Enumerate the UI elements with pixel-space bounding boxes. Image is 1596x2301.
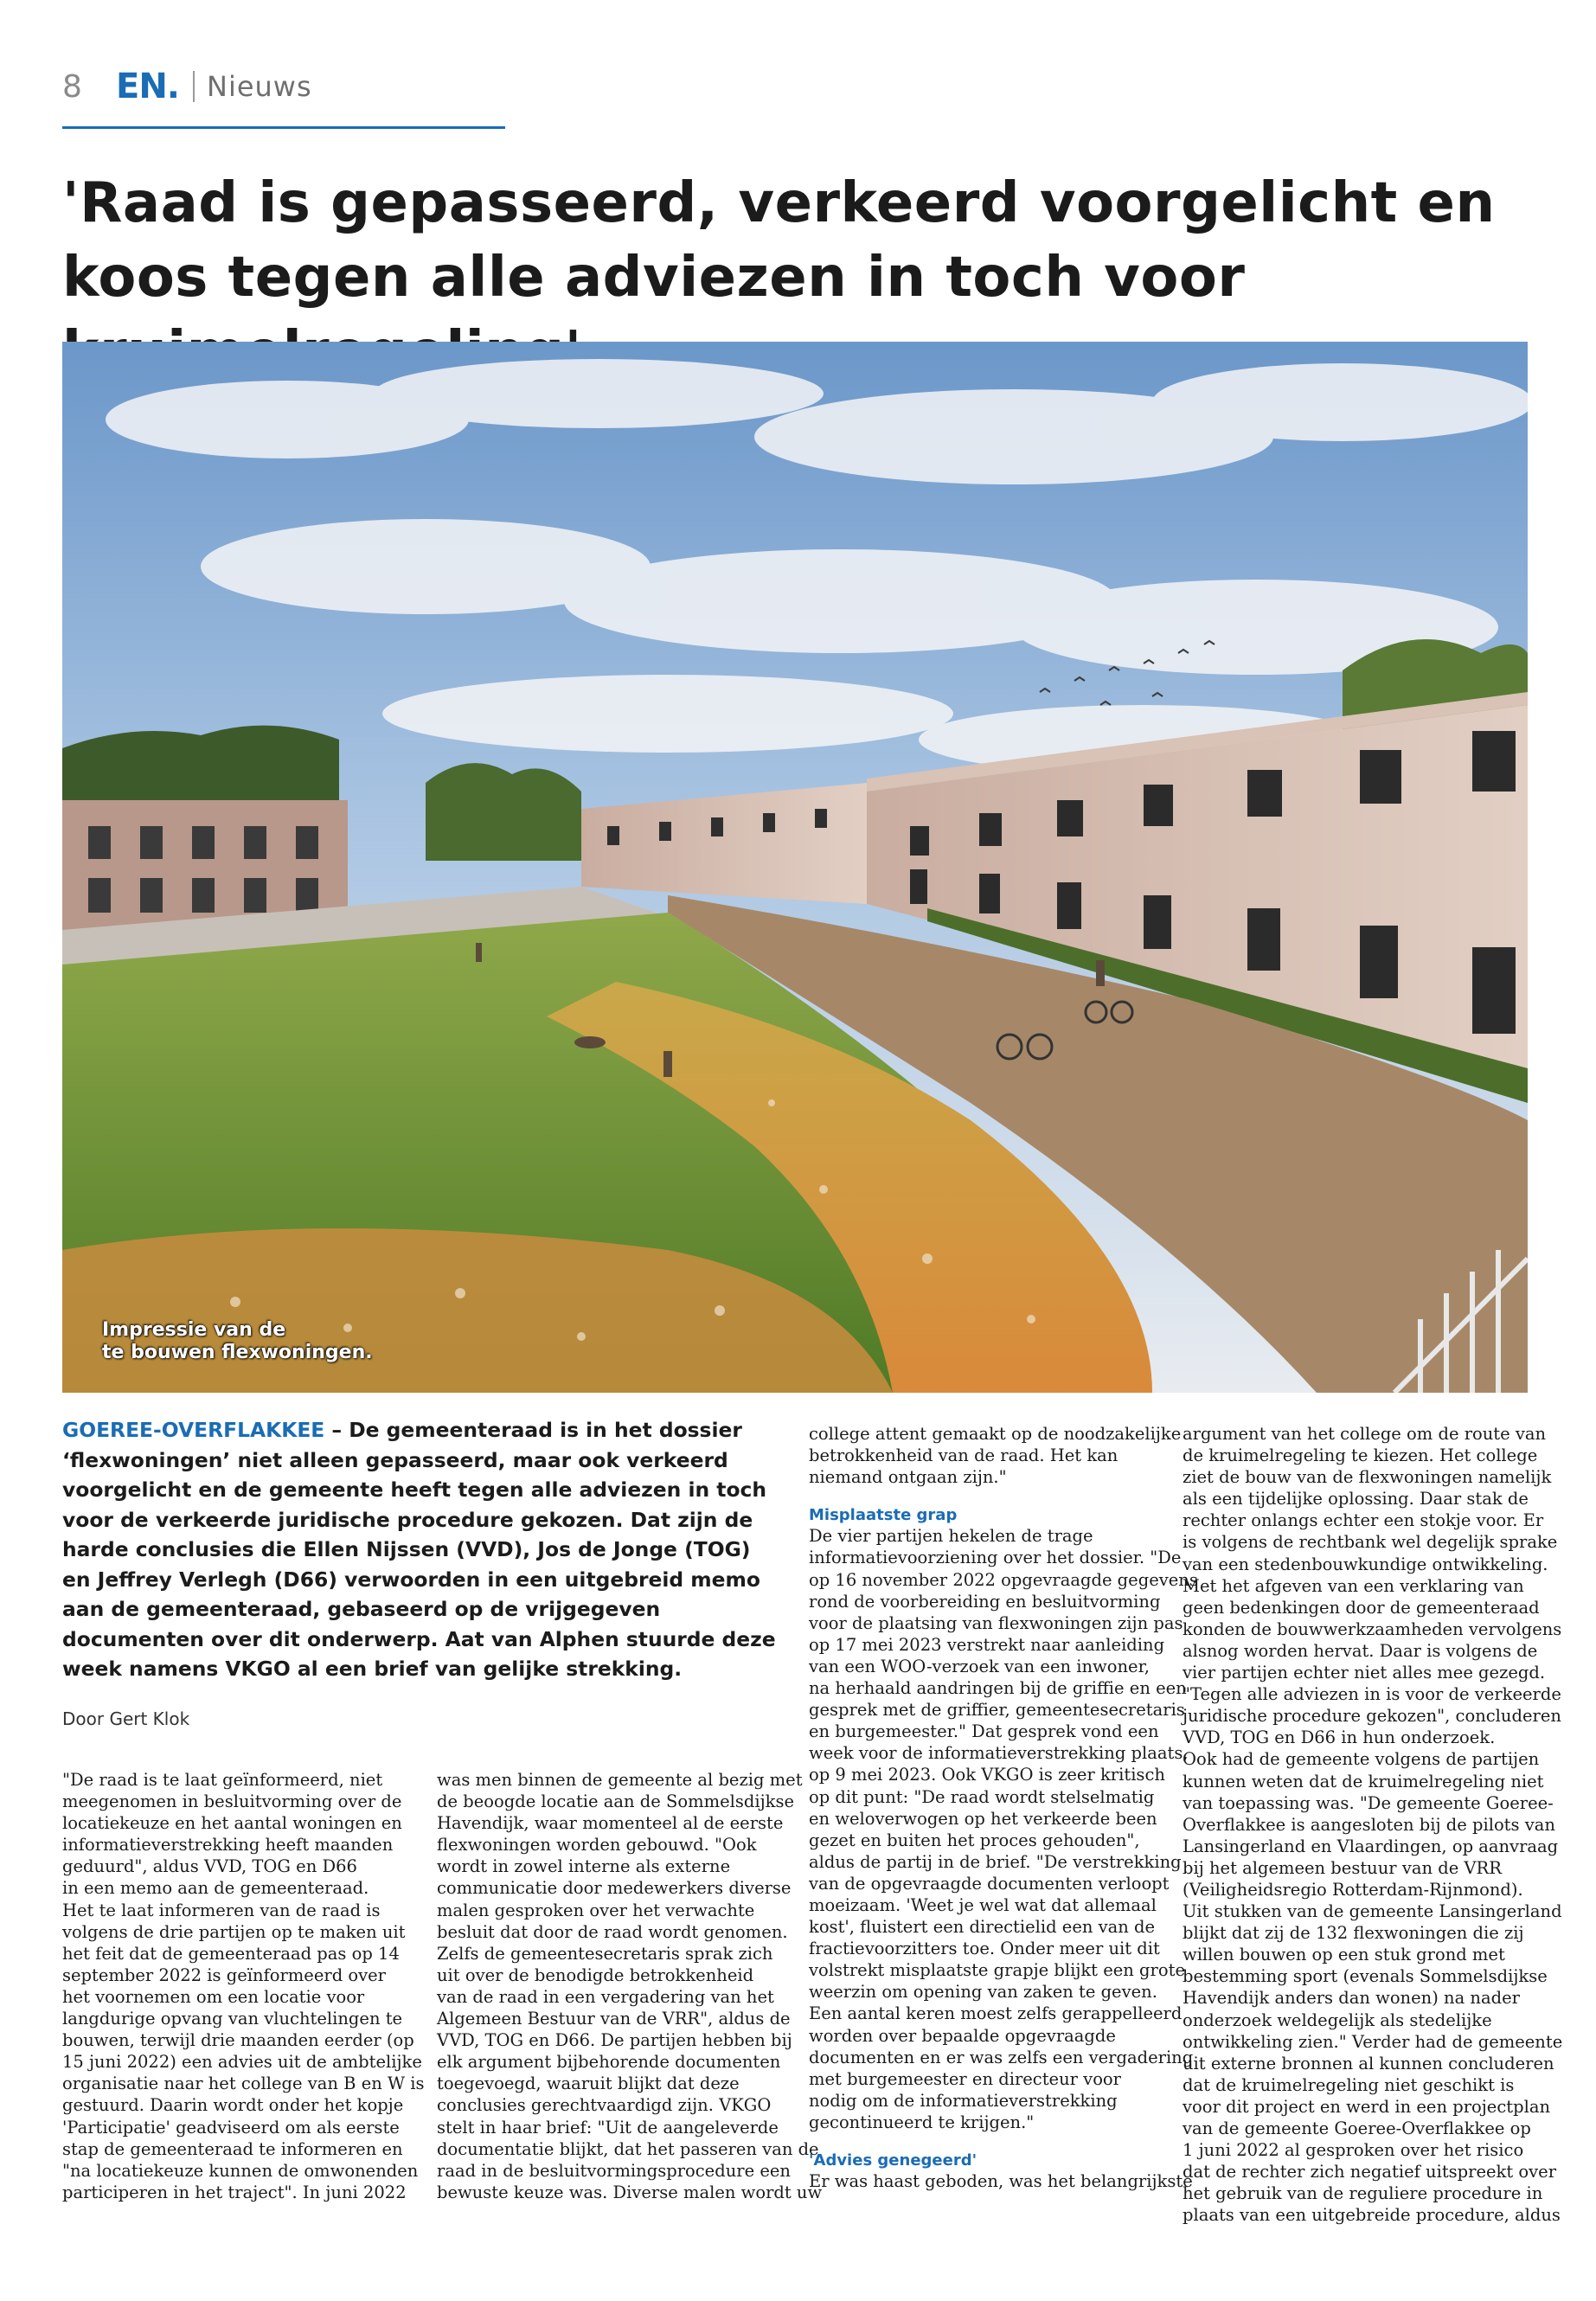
text-line: dat de kruimelregeling niet geschikt is: [1183, 2074, 1515, 2095]
text-line: van de opgevraagde documenten verloopt: [809, 1873, 1170, 1894]
text-line: op dit punt: "De raad wordt stelselmatig: [809, 1786, 1155, 1807]
dateline-location: GOEREE-OVERFLAKKEE: [62, 1418, 325, 1442]
text-line: volstrekt misplaatste grapje blijkt een grote: [809, 1960, 1185, 1981]
body-column-1: [62, 1769, 425, 2203]
text-line: de beoogde locatie aan de Sommelsdijkse: [437, 1791, 794, 1812]
text-line: Havendijk anders dan wonen) na nader: [1183, 1988, 1520, 2009]
subhead-advies-genegeerd: 'Advies genegeerd': [809, 2151, 977, 2170]
text-line: Een aantal keren moest zelfs gerappelleerd: [809, 2003, 1183, 2024]
text-line: alsnog worden hervat. Daar is volgens de: [1183, 1640, 1538, 1661]
text-line: documenten en er was zelfs een vergadering: [809, 2047, 1194, 2067]
text-line: Er was haast geboden, was het belangrijkste: [809, 2171, 1193, 2192]
article-intro: [62, 1415, 780, 1684]
text-line: stap de gemeenteraad te informeren en: [62, 2138, 403, 2159]
text-line: Algemeen Bestuur van de VRR", aldus de: [437, 2009, 791, 2029]
text-line: ziet de bouw van de flexwoningen namelijk: [1183, 1467, 1552, 1488]
text-line: raad in de besluitvormingsprocedure een: [437, 2160, 791, 2181]
text-line: fractievoorzitters toe. Onder meer uit dit: [809, 1939, 1160, 1959]
text-line: "Tegen alle adviezen in is voor de verkeerde: [1183, 1684, 1561, 1705]
text-line: geen bedenkingen door de gemeenteraad: [1183, 1597, 1540, 1618]
header-divider: [193, 71, 195, 102]
paragraph-gap: [809, 2133, 1163, 2149]
text-line: wordt in zowel interne als externe: [437, 1856, 731, 1877]
body-column-2: [437, 1769, 823, 2203]
text-line: 15 juni 2022) een advies uit de ambtelijke: [62, 2052, 422, 2073]
text-line: aldus de partij in de brief. "De verstrekking: [809, 1851, 1182, 1872]
text-line: voor dit project en werd in een projectplan: [1183, 2096, 1551, 2117]
text-line: nodig om de informatieverstrekking: [809, 2090, 1118, 2111]
text-line: geduurd", aldus VVD, TOG en D66: [62, 1856, 357, 1877]
text-line: college attent gemaakt op de noodzakelijke: [809, 1424, 1182, 1444]
page-number: 8: [62, 68, 82, 105]
text-line: vier partijen echter niet alles mee gezegd.: [1183, 1663, 1546, 1683]
text-line: participeren in het traject". In juni 2022: [62, 2182, 407, 2202]
text-line: als een tijdelijke oplossing. Daar stak de: [1183, 1489, 1529, 1509]
text-line: conclusies gerechtvaardigd zijn. VKGO: [437, 2095, 772, 2116]
text-line: 1 juni 2022 al gesproken over het risico: [1183, 2140, 1524, 2161]
text-line: communicatie door medewerkers diverse: [437, 1878, 792, 1899]
text-line: kost', fluistert een directielid een van de: [809, 1917, 1156, 1938]
text-line: Ook had de gemeente volgens de partijen: [1183, 1749, 1540, 1770]
text-line: meegenomen in besluitvorming over de: [62, 1791, 402, 1812]
text-line: konden de bouwwerkzaamheden vervolgens: [1183, 1618, 1562, 1639]
text-line: Uit stukken van de gemeente Lansingerland: [1183, 1901, 1562, 1922]
article-headline: 'Raad is gepasseerd, verkeerd voorgelicht en koos tegen alle adviezen in toch voor: [62, 171, 1496, 310]
text-line: onderzoek weldegelijk als stedelijke: [1183, 2009, 1492, 2030]
text-line: blijkt dat zij de 132 flexwoningen die zij: [1183, 1923, 1524, 1944]
text-line: bij het algemeen bestuur van de VRR: [1183, 1857, 1502, 1878]
text-line: Zelfs de gemeentesecretaris sprak zich: [437, 1943, 773, 1964]
text-line: op 9 mei 2023. Ook VKGO is zeer kritisch: [809, 1765, 1165, 1785]
text-line: het feit dat de gemeenteraad pas op 14: [62, 1943, 400, 1964]
text-line: gesprek met de griffier, gemeentesecretaris: [809, 1700, 1185, 1721]
subhead-misplaatste-grap: Misplaatste grap: [809, 1506, 958, 1525]
text-line: bewuste keuze was. Diverse malen wordt uw: [437, 2182, 823, 2202]
publication-logo: EN.: [116, 67, 179, 106]
housing-impression-illustration: [62, 342, 1528, 1393]
text-line: rechter onlangs echter een stokje voor. Er: [1183, 1510, 1544, 1531]
text-line: juridische procedure gekozen", concluderen: [1183, 1706, 1561, 1727]
byline: Door Gert Klok: [62, 1708, 190, 1729]
text-line: argument van het college om de route van: [1183, 1424, 1547, 1444]
text-line: week voor de informatieverstrekking plaats,: [809, 1743, 1189, 1764]
text-line: uit externe bronnen al kunnen concluderen: [1183, 2053, 1554, 2073]
text-line: gestuurd. Daarin wordt onder het kopje: [62, 2095, 404, 2116]
text-line: rond de voorbereiding en besluitvorming: [809, 1591, 1161, 1612]
page-header: [62, 61, 312, 112]
text-line: in een memo aan de gemeenteraad.: [62, 1878, 369, 1899]
text-line: kunnen weten dat de kruimelregeling niet: [1183, 1771, 1544, 1791]
text-line: moeizaam. 'Weet je wel wat dat allemaal: [809, 1894, 1157, 1915]
text-line: (Veiligheidsregio Rotterdam-Rijnmond).: [1183, 1879, 1523, 1900]
text-line: niemand ontgaan zijn.": [809, 1467, 1007, 1488]
text-line: met burgemeester en directeur voor: [809, 2068, 1121, 2089]
text-line: VVD, TOG en D66 in hun onderzoek.: [1183, 1727, 1496, 1748]
text-line: "na locatiekeuze kunnen de omwonenden: [62, 2160, 419, 2181]
text-line: stelt in haar brief: "Uit de aangeleverde: [437, 2117, 779, 2138]
text-line: 'Participatie' geadviseerd om als eerste: [62, 2117, 400, 2138]
text-line: de kruimelregeling te kiezen. Het college: [1183, 1445, 1538, 1466]
body-column-3: [809, 1423, 1198, 2192]
text-line: van een stedenbouwkundige ontwikkeling.: [1183, 1554, 1548, 1574]
text-line: en weloverwogen op het verkeerde been: [809, 1808, 1157, 1829]
text-line: ontwikkeling zien." Verder had de gemeente: [1183, 2031, 1563, 2052]
text-line: informatievoorziening over het dossier. "De: [809, 1548, 1182, 1568]
text-line: betrokkenheid van de raad. Het kan: [809, 1445, 1118, 1466]
text-line: documentatie blijkt, dat het passeren van de: [437, 2138, 819, 2159]
text-line: organisatie naar het college van B en W is: [62, 2073, 425, 2094]
text-line: Met het afgeven van een verklaring van: [1183, 1575, 1524, 1596]
photo-caption-line-2: te bouwen flexwoningen.: [102, 1342, 373, 1363]
text-line: De vier partijen hekelen de trage: [809, 1526, 1093, 1547]
text-line: gecontinueerd te krijgen.": [809, 2112, 1035, 2132]
text-line: elk argument bijbehorende documenten: [437, 2052, 781, 2073]
section-label: Nieuws: [207, 70, 312, 103]
text-line: op 16 november 2022 opgevraagde gegevens: [809, 1569, 1198, 1590]
text-line: en burgemeester." Dat gesprek vond een: [809, 1721, 1159, 1742]
text-line: volgens de drie partijen op te maken uit: [62, 1921, 406, 1942]
text-line: VVD, TOG en D66. De partijen hebben bij: [437, 2030, 792, 2051]
text-line: voor de plaatsing van flexwoningen zijn pas: [809, 1612, 1183, 1633]
text-line: van een WOO-verzoek van een inwoner,: [809, 1656, 1150, 1676]
text-line: bestemming sport (evenals Sommelsdijkse: [1183, 1966, 1548, 1987]
article-photo: [62, 342, 1528, 1393]
column-3-section-2: [809, 2170, 1193, 2192]
text-line: toegevoegd, waaruit blijkt dat deze: [437, 2073, 740, 2094]
text-line: dat de rechter zich negatief uitspreekt over: [1183, 2162, 1557, 2182]
text-line: op 17 mei 2023 verstrekt naar aanleiding: [809, 1634, 1165, 1655]
text-line: malen gesproken over het verwachte: [437, 1900, 755, 1920]
text-line: van de gemeente Goeree-Overflakkee op: [1183, 2118, 1531, 2138]
column-3-section-1: [809, 1525, 1198, 2133]
text-line: informatieverstrekking heeft maanden: [62, 1835, 394, 1856]
text-line: bouwen, terwijl drie maanden eerder (op: [62, 2030, 414, 2051]
text-line: september 2022 is geïnformeerd over: [62, 1965, 386, 1985]
paragraph-gap: [809, 1488, 1163, 1503]
text-line: het gebruik van de reguliere procedure in: [1183, 2183, 1543, 2204]
text-line: na herhaald aandringen bij de griffie en een: [809, 1678, 1187, 1699]
intro-text: – De gemeenteraad is in het dossier ‘flexwoningen’ niet alleen gepasseerd, maar ook verkeerd voorgelicht en de gemeente heeft tegen alle adviezen in toch voor de verkeerde juridische procedure gekozen. Dat zijn de harde conclusies die Ellen Nijssen (VVD), Jos de Jonge (TOG) en Jeffrey Verlegh (D66) verwoorden in een uitgebreid memo aan de gemeenteraad, gebaseerd op de vrijgegeven documenten over dit onderwerp. Aat van Alphen stuurde deze week namens VKGO al een brief van gelijke strekking.: [62, 1418, 776, 1681]
column-3-opening: [809, 1423, 1182, 1488]
text-line: langdurige opvang van vluchtelingen te: [62, 2009, 403, 2029]
text-line: besluit dat door de raad wordt genomen.: [437, 1921, 788, 1942]
text-line: "De raad is te laat geïnformeerd, niet: [62, 1770, 383, 1790]
body-column-4: [1183, 1423, 1563, 2226]
text-line: Het te laat informeren van de raad is: [62, 1900, 381, 1920]
header-rule: [62, 126, 505, 129]
text-line: gezet en buiten het proces gehouden",: [809, 1830, 1140, 1850]
text-line: locatiekeuze en het aantal woningen en: [62, 1813, 402, 1834]
text-line: is volgens de rechtbank wel degelijk sprake: [1183, 1532, 1558, 1553]
text-line: worden over bepaalde opgevraagde: [809, 2025, 1116, 2046]
text-line: van de raad in een vergadering van het: [437, 1986, 774, 2007]
photo-caption: [102, 1319, 373, 1364]
text-line: van toepassing was. "De gemeente Goeree-: [1183, 1792, 1554, 1813]
text-line: weerzin om opening van zaken te geven.: [809, 1982, 1157, 2003]
text-line: uit over de benodigde betrokkenheid: [437, 1965, 754, 1985]
text-line: Lansingerland en Vlaardingen, op aanvraag: [1183, 1836, 1559, 1856]
text-line: het voornemen om een locatie voor: [62, 1986, 365, 2007]
text-line: Overflakkee is aangesloten bij de pilots van: [1183, 1814, 1555, 1835]
text-line: was men binnen de gemeente al bezig met: [437, 1770, 803, 1790]
text-line: willen bouwen op een stuk grond met: [1183, 1945, 1505, 1965]
photo-caption-line-1: Impressie van de: [102, 1319, 286, 1341]
text-line: flexwoningen worden gebouwd. "Ook: [437, 1835, 757, 1856]
text-line: plaats van een uitgebreide procedure, aldus: [1183, 2205, 1561, 2226]
text-line: Havendijk, waar momenteel al de eerste: [437, 1813, 784, 1834]
